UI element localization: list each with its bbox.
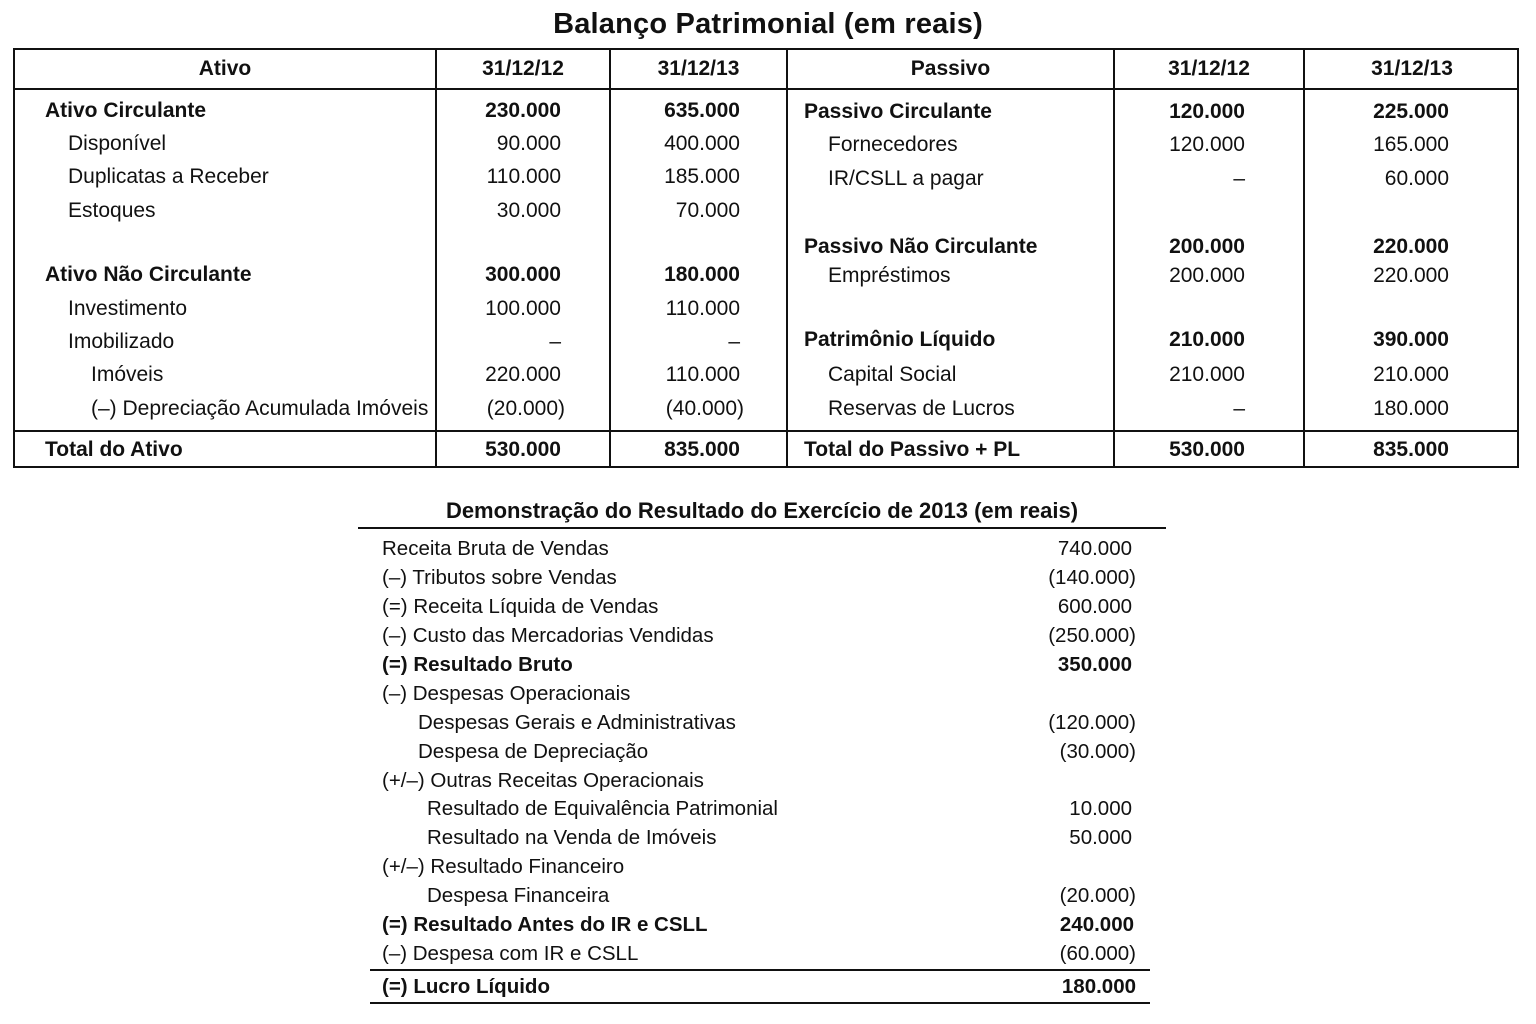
ativo-row-value-2013: 110.000 xyxy=(665,297,740,320)
income-row xyxy=(370,622,1150,650)
ativo-row-value-2012: 110.000 xyxy=(486,165,561,188)
ativo-row-value-2012: 30.000 xyxy=(496,199,561,222)
column-divider xyxy=(609,50,611,466)
ativo-row-value-2012: 220.000 xyxy=(485,363,561,386)
passivo-row-label: Passivo Não Circulante xyxy=(804,235,1038,258)
ativo-row-value-2012: 100.000 xyxy=(485,297,561,320)
income-row-value: 50.000 xyxy=(1069,826,1132,849)
ativo-row-label: Imobilizado xyxy=(68,330,175,353)
passivo-row-label: Empréstimos xyxy=(828,264,951,287)
passivo-row-value-2013: 220.000 xyxy=(1373,235,1449,258)
header-passivo-date-1: 31/12/12 xyxy=(1168,57,1250,80)
income-row-value: 10.000 xyxy=(1069,797,1132,820)
header-passivo: Passivo xyxy=(910,57,991,80)
income-row xyxy=(370,940,1150,968)
passivo-row-value-2012: – xyxy=(1233,167,1245,190)
total-ativo-label: Total do Ativo xyxy=(45,438,183,461)
income-row xyxy=(370,680,1150,708)
passivo-row-value-2013: 165.000 xyxy=(1373,133,1449,156)
income-row-label: (–) Despesa com IR e CSLL xyxy=(382,942,639,965)
ativo-row-label: Ativo Não Circulante xyxy=(45,263,252,286)
income-row xyxy=(370,651,1150,679)
passivo-row-value-2012: 200.000 xyxy=(1169,235,1245,258)
ativo-row-label: Imóveis xyxy=(91,363,164,386)
income-row-label: Despesa Financeira xyxy=(427,884,610,907)
income-row xyxy=(370,564,1150,592)
ativo-row-label: Ativo Circulante xyxy=(45,99,207,122)
ativo-row-value-2012: 230.000 xyxy=(485,99,561,122)
income-row-label: (=) Receita Líquida de Vendas xyxy=(382,595,659,618)
passivo-row-value-2013: 210.000 xyxy=(1373,363,1449,386)
passivo-row-label: Capital Social xyxy=(828,363,957,386)
income-row-label: Despesa de Depreciação xyxy=(418,740,649,763)
income-row xyxy=(370,795,1150,823)
passivo-row-value-2013: 225.000 xyxy=(1373,100,1449,123)
total-passivo-label: Total do Passivo + PL xyxy=(804,438,1021,461)
ativo-row-value-2012: 300.000 xyxy=(485,263,561,286)
income-row-value: 240.000 xyxy=(1059,913,1134,936)
income-row xyxy=(370,535,1150,563)
ativo-row-value-2013: 400.000 xyxy=(664,132,740,155)
balance-sheet-title: Balanço Patrimonial (em reais) xyxy=(553,8,983,40)
passivo-row-value-2012: 200.000 xyxy=(1169,264,1245,287)
passivo-row-value-2012: – xyxy=(1233,397,1245,420)
income-statement-bottom-rule xyxy=(370,1002,1150,1004)
ativo-row-value-2013: – xyxy=(728,330,740,353)
income-row-value: (60.000) xyxy=(1059,942,1136,965)
income-row xyxy=(370,882,1150,910)
column-divider xyxy=(435,50,437,466)
column-divider-center xyxy=(786,50,788,466)
income-row xyxy=(370,853,1150,881)
total-ativo-value-2012: 530.000 xyxy=(485,438,561,461)
income-row-label: Despesas Gerais e Administrativas xyxy=(418,711,736,734)
income-row-value: 350.000 xyxy=(1057,653,1132,676)
income-row xyxy=(370,824,1150,852)
income-row-value: (140.000) xyxy=(1048,566,1136,589)
ativo-row-value-2013: 70.000 xyxy=(675,199,740,222)
ativo-row-value-2013: 110.000 xyxy=(665,363,740,386)
income-row-label: Resultado de Equivalência Patrimonial xyxy=(427,797,778,820)
total-passivo-value-2012: 530.000 xyxy=(1169,438,1245,461)
ativo-row-label: (–) Depreciação Acumulada Imóveis xyxy=(91,397,429,420)
passivo-row-label: IR/CSLL a pagar xyxy=(828,167,984,190)
income-row-value: (120.000) xyxy=(1048,711,1136,734)
passivo-row-value-2012: 120.000 xyxy=(1169,133,1245,156)
ativo-row-value-2013: (40.000) xyxy=(665,397,744,420)
income-row xyxy=(370,709,1150,737)
ativo-row-value-2012: – xyxy=(549,330,561,353)
passivo-row-value-2013: 220.000 xyxy=(1373,264,1449,287)
total-passivo-value-2013: 835.000 xyxy=(1373,438,1449,461)
passivo-row-value-2012: 120.000 xyxy=(1169,100,1245,123)
passivo-row-value-2013: 390.000 xyxy=(1373,328,1449,351)
income-row-label: (–) Custo das Mercadorias Vendidas xyxy=(382,624,714,647)
income-row-value: (20.000) xyxy=(1059,884,1136,907)
income-row xyxy=(370,911,1150,939)
passivo-row-label: Fornecedores xyxy=(828,133,958,156)
ativo-row-value-2013: 180.000 xyxy=(664,263,740,286)
income-row-net-profit xyxy=(370,973,1150,1001)
header-ativo: Ativo xyxy=(198,57,252,80)
income-row-label: (–) Despesas Operacionais xyxy=(382,682,631,705)
passivo-row-value-2013: 60.000 xyxy=(1384,167,1449,190)
ativo-row-label: Duplicatas a Receber xyxy=(68,165,269,188)
income-row-value: 600.000 xyxy=(1057,595,1132,618)
ativo-row-value-2012: 90.000 xyxy=(496,132,561,155)
ativo-row-value-2013: 635.000 xyxy=(664,99,740,122)
income-row xyxy=(370,767,1150,795)
ativo-row-value-2013: 185.000 xyxy=(664,165,740,188)
income-statement-total-rule xyxy=(370,969,1150,971)
total-ativo-value-2013: 835.000 xyxy=(664,438,740,461)
passivo-row-value-2012: 210.000 xyxy=(1169,363,1245,386)
income-row xyxy=(370,593,1150,621)
header-passivo-date-2: 31/12/13 xyxy=(1371,57,1453,80)
income-row-label: (=) Resultado Antes do IR e CSLL xyxy=(382,913,708,936)
passivo-row-value-2012: 210.000 xyxy=(1169,328,1245,351)
income-row-value: 180.000 xyxy=(1061,975,1136,998)
income-statement-top-rule xyxy=(358,527,1166,529)
income-row-label: (=) Resultado Bruto xyxy=(382,653,573,676)
income-row-label: (+/–) Outras Receitas Operacionais xyxy=(382,769,704,792)
income-row-value: (30.000) xyxy=(1059,740,1136,763)
income-statement-title: Demonstração do Resultado do Exercício de 2013 (em reais) xyxy=(445,498,1079,523)
income-row-label: (=) Lucro Líquido xyxy=(382,975,550,998)
ativo-row-label: Estoques xyxy=(68,199,156,222)
income-row xyxy=(370,738,1150,766)
ativo-row-label: Disponível xyxy=(68,132,167,155)
ativo-row-value-2012: (20.000) xyxy=(486,397,565,420)
header-ativo-date-2: 31/12/13 xyxy=(657,57,740,80)
totals-divider xyxy=(15,430,1517,432)
passivo-row-label: Patrimônio Líquido xyxy=(804,328,996,351)
passivo-row-label: Passivo Circulante xyxy=(804,100,992,123)
income-row-label: Receita Bruta de Vendas xyxy=(382,537,609,560)
income-row-label: (+/–) Resultado Financeiro xyxy=(382,855,625,878)
balance-sheet-table xyxy=(13,48,1519,468)
income-row-label: (–) Tributos sobre Vendas xyxy=(382,566,617,589)
income-row-label: Resultado na Venda de Imóveis xyxy=(427,826,717,849)
ativo-row-label: Investimento xyxy=(68,297,188,320)
income-row-value: (250.000) xyxy=(1048,624,1136,647)
column-divider xyxy=(1303,50,1305,466)
header-ativo-date-1: 31/12/12 xyxy=(482,57,564,80)
passivo-row-label: Reservas de Lucros xyxy=(828,397,1015,420)
passivo-row-value-2013: 180.000 xyxy=(1373,397,1449,420)
column-divider xyxy=(1113,50,1115,466)
header-divider xyxy=(15,88,1517,90)
income-row-value: 740.000 xyxy=(1057,537,1132,560)
